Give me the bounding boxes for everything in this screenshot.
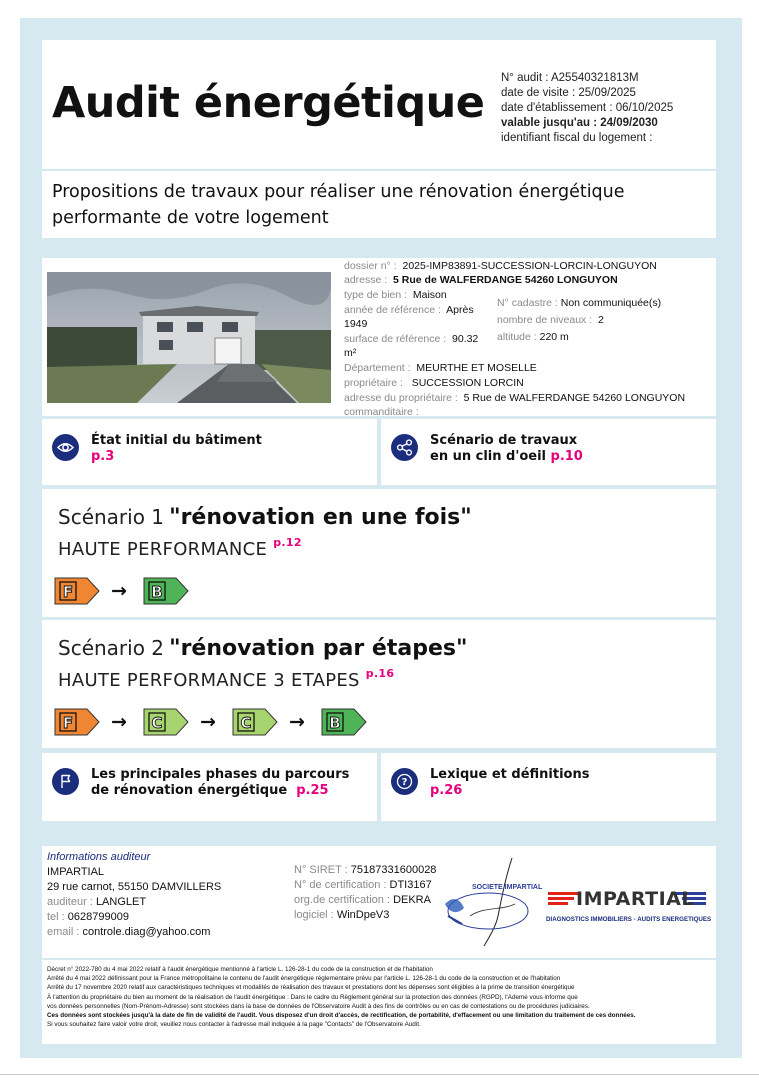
annee-value: Après [446, 304, 474, 316]
nav-phases-title: Les principales phases du parcours [91, 767, 350, 782]
type-label: type de bien : [344, 289, 408, 301]
proprietaire-field [344, 377, 524, 389]
energy-class-letter: C [151, 714, 163, 732]
logiciel-value: WinDpeV3 [336, 909, 390, 921]
org-certification-label: org.de certification : [294, 894, 390, 906]
cadastre-label: N° cadastre : [497, 297, 558, 309]
adresse-label: adresse : [344, 274, 388, 286]
nav-lexique-title: Lexique et définitions [430, 767, 590, 782]
annee-value-2: 1949 [344, 318, 368, 330]
auditor-card [42, 846, 716, 958]
legal-line: Si vous souhaitez faire valoir votre droit, veuillez nous contacter à l'adresse mail indiquée à la page "Contacts" de l'Observatoire Audit. [47, 1021, 421, 1029]
surface-unit: m² [344, 347, 357, 359]
certification-value: DTI3167 [389, 879, 432, 891]
page-bottom-divider [0, 1074, 759, 1075]
energy-class-badge [143, 577, 189, 609]
adresse-proprio-field [344, 392, 685, 404]
nav-lexique-text [430, 767, 589, 799]
adresse-value: 5 Rue de WALFERDANGE 54260 LONGUYON [393, 274, 618, 286]
auditor-address: 29 rue carnot, 55150 DAMVILLERS [47, 881, 222, 893]
nav-etat-initial-page[interactable]: p.3 [91, 449, 115, 464]
arrow-icon: → [289, 711, 305, 733]
type-field [344, 289, 447, 301]
svg-text:?: ? [401, 777, 408, 789]
arrow-icon: → [111, 580, 127, 602]
nav-scenario-travaux-text [430, 433, 583, 465]
certification-label: N° de certification : [294, 879, 387, 891]
niveaux-value: 2 [598, 314, 604, 326]
energy-class-badge [143, 708, 189, 740]
siret-value: 75187331600028 [350, 864, 437, 876]
scenario-1-label: Scénario 1 [58, 505, 165, 529]
dossier-value: 2025-IMP83891-SUCCESSION-LORCIN-LONGUYON [402, 260, 657, 272]
energy-class-badge [321, 708, 367, 740]
siret-label: N° SIRET : [294, 864, 348, 876]
nav-phases-subtitle: de rénovation énergétique [91, 783, 288, 798]
scenario-1-performance [58, 536, 302, 560]
subtitle: Propositions de travaux pour réaliser une rénovation énergétique performante de votre logement [52, 182, 625, 228]
siret-field [294, 864, 436, 876]
altitude-field [497, 331, 569, 343]
energy-class-letter: F [62, 583, 74, 601]
arrow-icon: → [111, 711, 127, 733]
company-stamp-text: SOCIETE IMPARTIAL [472, 884, 543, 891]
type-value: Maison [412, 289, 447, 301]
legal-line: vos données personnelles (Nom-Prénom-Adresse) sont stockées dans la base de données de l'Observatoire Audit à des fins de contrôles ou en cas de contestations ou de procédures judiciaires. [47, 1002, 590, 1010]
energy-class-letter: F [62, 714, 74, 732]
nav-lexique[interactable] [381, 753, 716, 821]
surface-field [344, 333, 478, 345]
nav-phases[interactable] [42, 753, 377, 821]
nav-phases-page[interactable]: p.25 [296, 783, 329, 798]
altitude-value: 220 m [539, 331, 569, 343]
surface-value: 90.32 [451, 333, 479, 345]
adresse-proprio-label: adresse du propriétaire : [344, 392, 458, 404]
proprietaire-value: SUCCESSION LORCIN [411, 377, 524, 389]
auditor-email-field [47, 926, 210, 938]
cadastre-field [497, 297, 661, 309]
auditor-name-value: LANGLET [95, 896, 147, 908]
auditor-tel-value: 0628799009 [67, 911, 129, 923]
nav-scenario-travaux-subtitle: en un clin d'oeil [430, 449, 546, 464]
auditor-section-title: Informations auditeur [47, 851, 151, 863]
nav-scenario-travaux-page[interactable]: p.10 [550, 449, 583, 464]
commanditaire-label: commanditaire : [344, 406, 419, 418]
adresse-field [344, 274, 618, 286]
establishment-date: date d'établissement : 06/10/2025 [501, 102, 674, 114]
header-card [42, 40, 716, 169]
scenario-1-name: "rénovation en une fois" [169, 505, 472, 530]
certification-field [294, 879, 432, 891]
nav-phases-text [91, 767, 349, 799]
auditor-email-label: email : [47, 926, 80, 938]
legal-card [42, 960, 716, 1044]
scenario-2-card [42, 620, 716, 748]
property-card [42, 258, 716, 416]
cadastre-value: Non communiquée(s) [560, 297, 662, 309]
energy-class-letter: B [151, 583, 163, 601]
legal-line: Arrêté du 17 novembre 2020 relatif aux caractéristiques techniques et modalités de réalisation des travaux et prestations dont les dépenses sont éligibles à la prime de transition énergétique [47, 984, 575, 992]
nav-scenario-travaux-title: Scénario de travaux [430, 433, 578, 448]
logo-text: IMPARTIAL [576, 888, 694, 910]
scenario-1-heading [58, 505, 472, 530]
flag-icon [52, 768, 79, 795]
org-certification-field [294, 894, 431, 906]
eye-icon [52, 434, 79, 461]
proprietaire-label: propriétaire : [344, 377, 403, 389]
annee-field [344, 304, 474, 316]
energy-class-badge [54, 708, 100, 740]
subtitle-card [42, 171, 716, 238]
arrow-icon: → [200, 711, 216, 733]
valid-until: valable jusqu'au : 24/09/2030 [501, 117, 658, 129]
energy-class-badge [232, 708, 278, 740]
house-photo [47, 272, 331, 403]
auditor-email-value[interactable]: controle.diag@yahoo.com [82, 926, 211, 938]
company-stamp [440, 856, 550, 951]
legal-text [47, 965, 712, 1029]
departement-field [344, 362, 537, 374]
auditor-name-field [47, 896, 146, 908]
audit-number: N° audit : A25540321813M [501, 72, 639, 84]
visit-date: date de visite : 25/09/2025 [501, 87, 636, 99]
annee-label: année de référence : [344, 304, 441, 316]
energy-class-letter: C [240, 714, 252, 732]
nav-scenario-travaux[interactable] [381, 419, 716, 485]
scenario-2-name: "rénovation par étapes" [169, 636, 468, 661]
org-certification-value: DEKRA [393, 894, 431, 906]
scenario-2-heading [58, 636, 467, 661]
legal-line: Ces données sont stockées jusqu'à la date de fin de validité de l'audit. Vous disposez d'un droit d'accès, de rectification, de portabilité, d'effacement ou une limitation du traitement de ces données. [47, 1012, 636, 1020]
surface-label: surface de référence : [344, 333, 447, 345]
scenario-2-page[interactable]: p.16 [365, 667, 395, 680]
scenario-2-label: Scénario 2 [58, 636, 165, 660]
niveaux-label: nombre de niveaux : [497, 314, 593, 326]
dossier-label: dossier n° : [344, 260, 397, 272]
energy-class-letter: B [329, 714, 341, 732]
scenario-2-performance-label: HAUTE PERFORMANCE 3 ETAPES [58, 670, 360, 691]
scenario-1-card [42, 489, 716, 617]
share-nodes-icon [391, 434, 418, 461]
scenario-1-performance-label: HAUTE PERFORMANCE [58, 539, 268, 560]
legal-line: Arrêté du 4 mai 2022 définissant pour la France métropolitaine le contenu de l'audit énergétique réglementaire prévu par l'article L. 126-28-1 du code de la construction et de l'habitation [47, 975, 561, 983]
auditor-tel-label: tel : [47, 911, 65, 923]
impartial-logo [546, 890, 711, 930]
logiciel-label: logiciel : [294, 909, 334, 921]
nav-etat-initial-title: État initial du bâtiment [91, 433, 262, 448]
auditor-tel-field [47, 911, 129, 923]
commanditaire-field [344, 406, 419, 418]
auditor-company: IMPARTIAL [47, 866, 105, 878]
page-title: Audit énergétique [52, 78, 485, 128]
dossier-field [344, 260, 657, 272]
nav-etat-initial[interactable] [42, 419, 377, 485]
logiciel-field [294, 909, 389, 921]
fiscal-id: identifiant fiscal du logement : [501, 132, 653, 144]
altitude-label: altitude : [497, 331, 537, 343]
nav-lexique-page[interactable]: p.26 [430, 783, 463, 798]
legal-line: À l'attention du propriétaire du bien au moment de la réalisation de l'audit énergétique : Dans le cadre du Règlement général sur la protection des données (RGPD), l'Ademe vous informe que [47, 993, 578, 1001]
legal-line: Décret n° 2022-780 du 4 mai 2022 relatif à l'audit énergétique mentionné à l'article L. 126-28-1 du code de la construction et de l'habitation [47, 966, 433, 973]
auditor-name-label: auditeur : [47, 896, 93, 908]
scenario-1-page[interactable]: p.12 [273, 536, 302, 549]
adresse-proprio-value: 5 Rue de WALFERDANGE 54260 LONGUYON [463, 392, 686, 404]
nav-etat-initial-text [91, 433, 262, 465]
logo-subtext: DIAGNOSTICS IMMOBILIERS - AUDITS ENERGETIQUES [546, 916, 712, 923]
departement-value: MEURTHE ET MOSELLE [416, 362, 537, 374]
scenario-2-performance [58, 667, 395, 691]
question-icon [391, 768, 418, 795]
departement-label: Département : [344, 362, 411, 374]
energy-class-badge [54, 577, 100, 609]
niveaux-field [497, 314, 604, 326]
